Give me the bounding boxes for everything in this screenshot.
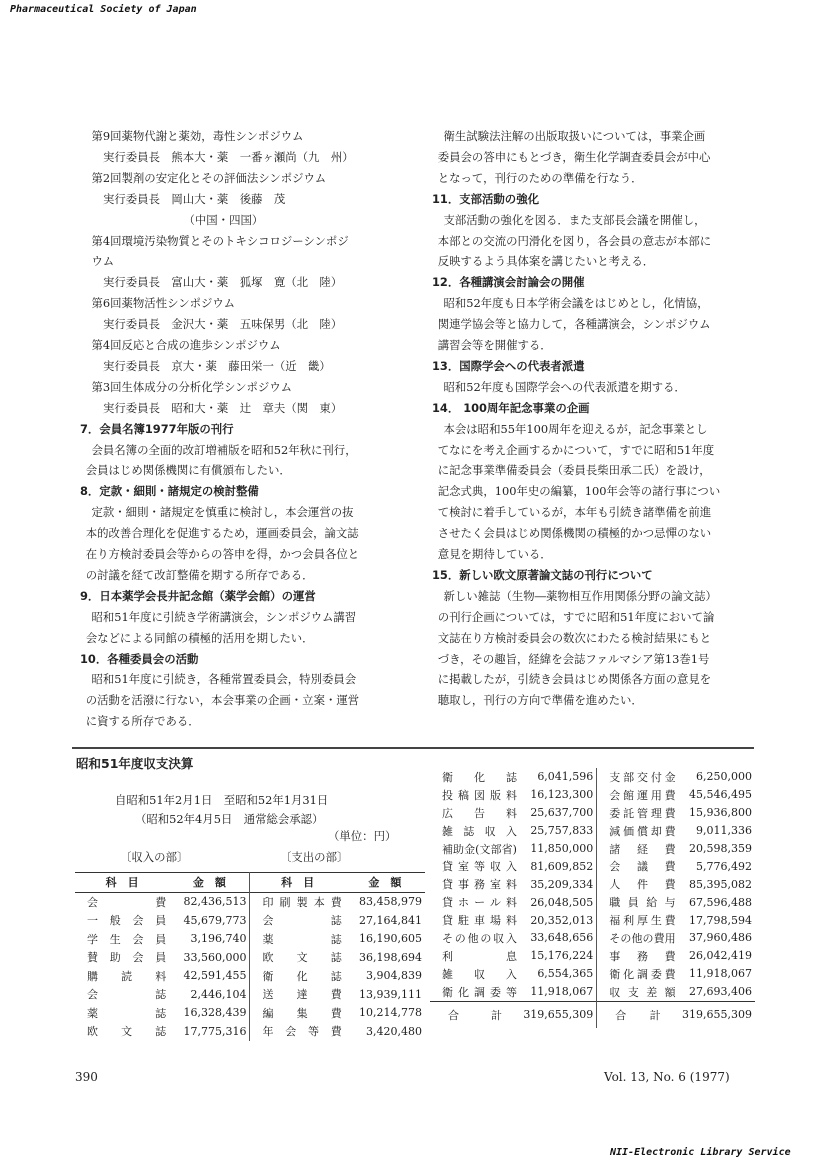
amount-cell: 11,918,067: [520, 983, 597, 1001]
table-row: [430, 893, 755, 911]
item-cell: 貸室等収入: [442, 860, 517, 874]
table-row: [430, 947, 755, 965]
amount-cell: 33,648,656: [520, 929, 597, 947]
amount-cell: 17,798,594: [689, 913, 752, 927]
amount-cell: 13,939,111: [359, 987, 422, 1001]
page-number: 390: [75, 1070, 98, 1084]
section-heading: 11．支部活動の強化: [432, 191, 539, 206]
amount-cell: 15,936,800: [689, 806, 752, 820]
table-row: [430, 768, 755, 786]
budget-approval: （昭和52年4月5日 通常総会承認）: [135, 812, 324, 826]
item-cell: 会館運用費: [609, 788, 676, 802]
amount-cell: 45,679,773: [169, 911, 250, 930]
item-cell: 会 議 費: [609, 860, 676, 874]
text-line: 第2回製剤の安定化とその評価法シンポジウム: [91, 170, 327, 185]
amount-cell: 5,776,492: [696, 859, 752, 873]
amount-cell: 35,209,334: [520, 875, 597, 893]
text-line: 在り方検討委員会等からの答申を得，かつ会員各位と: [85, 547, 360, 561]
library-footer: NII-Electronic Library Service: [610, 1147, 791, 1158]
item-cell: 投稿図版料: [442, 788, 517, 802]
section-heading: 14． 100周年記念事業の企画: [432, 400, 590, 415]
item-cell: 利 息: [442, 949, 517, 963]
text-line: （中国・四国）: [183, 212, 264, 227]
text-line: 関連学協会等と協力して，各種講演会，シンポジウム: [437, 317, 711, 332]
amount-cell: 27,693,406: [689, 985, 752, 999]
text-line: 実行委員長 金沢大・薬 五味保男（北 陸）: [103, 317, 343, 332]
section-heading: 8．定款・細則・諸規定の検討整備: [80, 484, 259, 499]
amount-cell: 9,011,336: [696, 824, 752, 838]
text-line: 記念式典，100年史の編纂，100年会等の諸行事につい: [437, 484, 721, 499]
col-income-item: 科 目: [105, 876, 139, 890]
text-line: 本的改善合理化を促進するため，運画委員会，論文誌: [85, 526, 359, 541]
table-row: [430, 911, 755, 929]
item-cell: 職員給与: [609, 896, 676, 910]
text-line: 会などによる同館の積極的活用を期したい．: [85, 630, 314, 645]
item-cell: 会 誌: [87, 988, 167, 1002]
amount-cell: 15,176,224: [520, 947, 597, 965]
item-cell: 貸駐車場料: [442, 914, 517, 928]
amount-cell: 42,591,455: [169, 967, 250, 986]
amount-cell: 20,352,013: [520, 911, 597, 929]
amount-cell: 6,554,365: [520, 965, 597, 983]
budget-table-left-wrap: [75, 872, 425, 1041]
text-line: 実行委員長 昭和大・薬 辻 章夫（関 東）: [103, 400, 343, 415]
text-line: 昭和52年度も日本学術会議をはじめとし，化情協，: [443, 296, 709, 311]
section-heading: 7．会員名簿1977年版の刊行: [80, 421, 234, 436]
text-line: 本会は昭和55年100周年を迎えるが，記念事業とし: [443, 421, 708, 436]
amount-cell: 6,041,596: [520, 768, 597, 786]
text-line: となって，刊行のための準備を行なう．: [437, 170, 643, 185]
text-line: ウム: [91, 254, 115, 269]
section-heading: 13．国際学会への代表者派遣: [432, 358, 585, 373]
item-cell: 賛助会員: [87, 951, 167, 965]
item-cell: 衛化調委等: [442, 985, 517, 999]
item-cell: 学生会員: [87, 932, 167, 946]
amount-cell: 11,850,000: [520, 840, 597, 858]
item-cell: 欧 文 誌: [87, 1025, 167, 1039]
text-line: 本部との交流の円滑化を図り，各会員の意志が本部に: [437, 233, 712, 248]
item-cell: 福利厚生費: [609, 914, 676, 928]
text-line: に資する所存である．: [85, 714, 200, 729]
budget-period: 自昭和51年2月1日 至昭和52年1月31日: [115, 793, 329, 807]
budget-table-right-wrap: [430, 768, 755, 1028]
amount-cell: 10,214,778: [359, 1006, 422, 1020]
text-line: 反映するよう具体案を講じたいと考える．: [437, 254, 655, 269]
amount-cell: 16,328,439: [169, 1004, 250, 1023]
text-line: 講習会等を開催する．: [437, 338, 552, 352]
income-section-label: 〔収入の部〕: [120, 850, 189, 864]
item-cell: 衛 化 誌: [442, 770, 517, 784]
amount-cell: 25,757,833: [520, 822, 597, 840]
item-cell: 雑誌収入: [442, 824, 517, 838]
item-cell: 年会等費: [262, 1025, 342, 1039]
table-row: [75, 930, 425, 949]
table-row: [430, 786, 755, 804]
text-line: て検討に着手しているが，本年も引続き諸準備を前進: [437, 505, 712, 520]
amount-cell: 3,904,839: [366, 969, 422, 983]
table-row: [430, 965, 755, 983]
text-line: 支部活動の強化を図る．また支部長会議を開催し，: [443, 212, 706, 227]
table-row: [75, 1022, 425, 1041]
item-cell: その他の収入: [442, 931, 517, 945]
item-cell: その他の費用: [609, 931, 676, 945]
item-cell: 編 集 費: [262, 1006, 342, 1020]
item-cell: 雑 収 入: [442, 967, 517, 981]
text-line: 第4回反応と合成の進歩シンポジウム: [91, 338, 281, 352]
amount-cell: 6,250,000: [696, 770, 752, 784]
table-row: [430, 983, 755, 1001]
table-row: [75, 911, 425, 930]
table-row: [75, 1004, 425, 1023]
amount-cell: 20,598,359: [689, 842, 752, 855]
text-line: 衛生試験法注解の出版取扱いについては，事業企画: [443, 129, 706, 143]
amount-cell: 16,190,605: [359, 932, 422, 946]
text-line: 意見を期待している．: [437, 547, 552, 561]
table-row: [430, 857, 755, 875]
text-line: 会員名簿の全面的改訂増補版を昭和52年秋に刊行，: [91, 442, 357, 457]
item-cell: 補助金(文部省): [442, 842, 517, 856]
text-line: 第4回環境汚染物質とそのトキシコロジーシンポジ: [91, 233, 349, 248]
item-cell: 諸 経 費: [609, 842, 676, 856]
item-cell: 薬 誌: [262, 932, 342, 946]
text-line: 聴取し，刊行の方向で準備を進めたい．: [437, 693, 643, 708]
item-cell: 事 務 費: [609, 949, 676, 963]
amount-cell: 3,420,480: [366, 1024, 422, 1038]
total-label-expense: 合 計: [615, 1008, 661, 1022]
item-cell: 印刷製本費: [262, 895, 342, 909]
text-line: させたく会員はじめ関係機関の積極的かつ忌憚のない: [437, 526, 712, 541]
text-line: 昭和51年度に引続き学術講演会，シンポジウム講習: [91, 609, 357, 624]
text-line: に記念事業準備委員会（委員長柴田承二氏）を設け，: [437, 463, 711, 478]
item-cell: 貸事務室料: [442, 878, 517, 892]
budget-table-left: [75, 872, 425, 1041]
amount-cell: 82,436,513: [169, 892, 250, 911]
amount-cell: 26,042,419: [689, 949, 752, 963]
amount-cell: 45,546,495: [689, 788, 752, 802]
table-row: [75, 892, 425, 911]
text-line: 第3回生体成分の分析化学シンポジウム: [91, 379, 292, 394]
text-line: 実行委員長 富山大・薬 狐塚 寛（北 陸）: [103, 275, 343, 290]
table-row: [75, 948, 425, 967]
amount-cell: 37,960,486: [689, 931, 752, 945]
journal-header: Pharmaceutical Society of Japan: [10, 4, 197, 15]
amount-cell: 16,123,300: [520, 786, 597, 804]
item-cell: 委託管理費: [609, 806, 676, 820]
budget-title: 昭和51年度収支決算: [76, 756, 194, 771]
text-line: 新しい雑誌（生物―薬物相互作用関係分野の論文誌）: [443, 588, 717, 603]
total-expense: 319,655,309: [682, 1008, 752, 1022]
text-line: 会員はじめ関係機関に有償頒布したい．: [85, 463, 291, 478]
table-row: [430, 840, 755, 858]
table-row: [430, 929, 755, 947]
item-cell: 支部交付金: [609, 770, 676, 784]
item-cell: 購読料: [87, 969, 167, 983]
amount-cell: 25,637,700: [520, 804, 597, 822]
volume-info: Vol. 13, No. 6 (1977): [604, 1070, 730, 1084]
total-label-income: 合 計: [448, 1008, 502, 1022]
text-line: 実行委員長 京大・薬 藤田栄一（近 畿）: [103, 358, 331, 373]
amount-cell: 81,609,852: [520, 857, 597, 875]
section-heading: 10．各種委員会の活動: [80, 651, 199, 666]
text-line: 第9回薬物代謝と薬効，毒性シンポジウム: [91, 129, 304, 143]
col-expense-item: 科 目: [281, 876, 315, 890]
text-line: の活動を活潑に行ない，本会事業の企画・立案・運営: [85, 693, 360, 708]
section-heading: 9．日本薬学会長井記念館（薬学会館）の運営: [80, 588, 316, 603]
item-cell: 減価償却費: [609, 824, 676, 838]
text-line: づき，その趣旨，経緯を会誌ファルマシア第13巻1号: [437, 651, 710, 666]
expense-section-label: 〔支出の部〕: [280, 850, 349, 864]
text-line: 実行委員長 岡山大・薬 後藤 茂: [103, 191, 286, 206]
item-cell: 一般会員: [87, 914, 167, 928]
amount-cell: 26,048,505: [520, 893, 597, 911]
text-line: 第6回薬物活性シンポジウム: [91, 296, 236, 311]
table-row: [430, 822, 755, 840]
amount-cell: 85,395,082: [689, 877, 752, 891]
amount-cell: 27,164,841: [359, 913, 422, 927]
amount-cell: 11,918,067: [689, 967, 752, 981]
text-line: の討議を経て改訂整備を期する所存である．: [85, 567, 314, 582]
item-cell: 収支差額: [609, 985, 676, 999]
col-income-amount: 金 額: [169, 873, 250, 893]
text-line: 文誌在り方検討委員会の数次にわたる検討結果にもと: [437, 630, 712, 645]
text-line: 実行委員長 熊本大・薬 一番ヶ瀬尚（九 州）: [103, 149, 354, 164]
text-line: に掲載したが，引続き会員はじめ関係各方面の意見を: [437, 672, 712, 687]
text-line: 昭和51年度に引続き，各種常置委員会，特別委員会: [91, 672, 357, 687]
text-line: 昭和52年度も国際学会への代表派遣を期する．: [443, 379, 686, 394]
text-line: てなにを考え企画するかについて，すでに昭和51年度: [437, 442, 715, 457]
amount-cell: 33,560,000: [169, 948, 250, 967]
section-heading: 15．新しい欧文原著論文誌の刊行について: [432, 567, 653, 582]
section-divider: [72, 747, 754, 749]
amount-cell: 67,596,488: [689, 895, 752, 909]
amount-cell: 17,775,316: [169, 1022, 250, 1041]
item-cell: 衛化調委費: [609, 967, 676, 981]
budget-unit: （単位：円）: [328, 829, 397, 843]
amount-cell: 83,458,979: [359, 895, 422, 909]
text-line: の刊行企画については，すでに昭和51年度において論: [437, 609, 715, 624]
item-cell: 会 誌: [262, 914, 342, 928]
item-cell: 薬 誌: [87, 1006, 167, 1020]
item-cell: 広 告 料: [442, 806, 517, 820]
text-line: 委員会の答申にもとづき，衛生化学調査委員会が中心: [437, 149, 711, 164]
table-row: [75, 985, 425, 1004]
item-cell: 会 費: [87, 895, 167, 909]
col-expense-amount: 金 額: [368, 876, 402, 890]
item-cell: 欧 文 誌: [262, 951, 342, 965]
total-income: 319,655,309: [520, 1001, 597, 1028]
amount-cell: 2,446,104: [169, 985, 250, 1004]
item-cell: 送 達 費: [262, 988, 342, 1002]
amount-cell: 36,198,694: [359, 950, 422, 964]
table-row: [75, 967, 425, 986]
table-row: [430, 804, 755, 822]
item-cell: 人 件 費: [609, 878, 676, 892]
text-line: 定款・細則・諸規定を慎重に検討し，本会運営の抜: [91, 505, 354, 520]
budget-table-right: [430, 768, 755, 1028]
item-cell: 衛 化 誌: [262, 969, 342, 983]
amount-cell: 3,196,740: [169, 930, 250, 949]
table-row: [430, 875, 755, 893]
section-heading: 12．各種講演会討論会の開催: [432, 275, 585, 290]
item-cell: 貸ホール料: [442, 896, 517, 910]
